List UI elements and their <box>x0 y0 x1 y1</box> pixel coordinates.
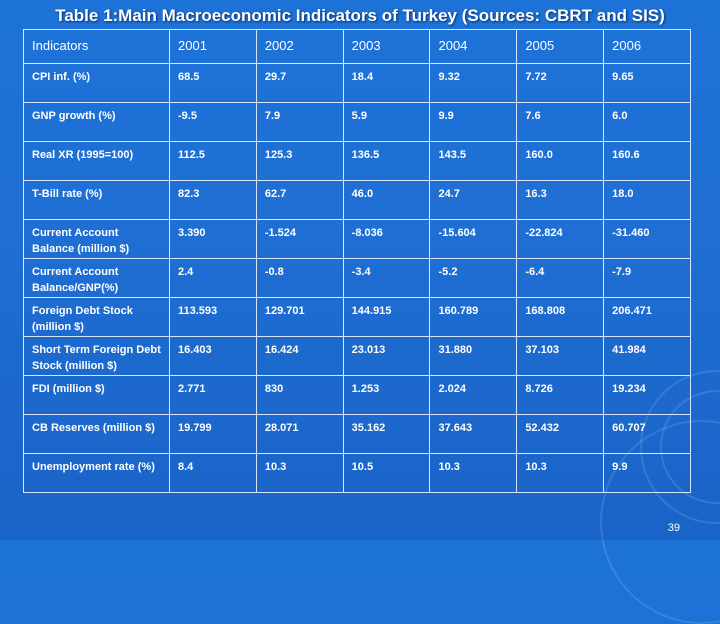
value-cell: -6.4 <box>517 259 604 298</box>
value-cell: 143.5 <box>430 142 517 181</box>
value-cell: 2.024 <box>430 376 517 415</box>
value-cell: 113.593 <box>170 298 257 337</box>
row-label-cell: Unemployment rate (%) <box>24 454 170 493</box>
value-cell: 10.3 <box>256 454 343 493</box>
value-cell: 9.65 <box>604 64 691 103</box>
slide-title: Table 1:Main Macroeconomic Indicators of Turkey (Sources: CBRT and SIS) <box>55 6 665 25</box>
value-cell: 168.808 <box>517 298 604 337</box>
value-cell: 16.3 <box>517 181 604 220</box>
value-cell: -9.5 <box>170 103 257 142</box>
value-cell: 28.071 <box>256 415 343 454</box>
row-label-cell: Foreign Debt Stock (million $) <box>24 298 170 337</box>
value-cell: 31.880 <box>430 337 517 376</box>
value-cell: -31.460 <box>604 220 691 259</box>
header-row <box>24 30 691 64</box>
value-cell: 60.707 <box>604 415 691 454</box>
value-cell: 160.789 <box>430 298 517 337</box>
value-cell: 18.0 <box>604 181 691 220</box>
value-cell: -7.9 <box>604 259 691 298</box>
value-cell: 68.5 <box>170 64 257 103</box>
table-row <box>24 454 691 493</box>
row-label-cell: CB Reserves (million $) <box>24 415 170 454</box>
value-cell: 9.9 <box>604 454 691 493</box>
value-cell: 160.0 <box>517 142 604 181</box>
indicators-table <box>23 29 691 493</box>
value-cell: 16.403 <box>170 337 257 376</box>
row-label-cell: T-Bill rate (%) <box>24 181 170 220</box>
value-cell: -8.036 <box>343 220 430 259</box>
value-cell: 19.234 <box>604 376 691 415</box>
value-cell: -0.8 <box>256 259 343 298</box>
value-cell: 7.6 <box>517 103 604 142</box>
header-cell: 2001 <box>170 30 257 64</box>
value-cell: 125.3 <box>256 142 343 181</box>
value-cell: 24.7 <box>430 181 517 220</box>
table-row <box>24 103 691 142</box>
row-label-cell: Current Account Balance/GNP(%) <box>24 259 170 298</box>
header-cell: 2005 <box>517 30 604 64</box>
value-cell: 6.0 <box>604 103 691 142</box>
value-cell: 23.013 <box>343 337 430 376</box>
value-cell: 206.471 <box>604 298 691 337</box>
value-cell: 2.4 <box>170 259 257 298</box>
header-cell: 2006 <box>604 30 691 64</box>
value-cell: -1.524 <box>256 220 343 259</box>
header-cell: 2004 <box>430 30 517 64</box>
value-cell: 82.3 <box>170 181 257 220</box>
table-row <box>24 298 691 337</box>
row-label-cell: Real XR (1995=100) <box>24 142 170 181</box>
value-cell: 19.799 <box>170 415 257 454</box>
value-cell: 41.984 <box>604 337 691 376</box>
value-cell: 1.253 <box>343 376 430 415</box>
value-cell: 46.0 <box>343 181 430 220</box>
value-cell: 112.5 <box>170 142 257 181</box>
value-cell: -3.4 <box>343 259 430 298</box>
value-cell: 52.432 <box>517 415 604 454</box>
header-cell: 2002 <box>256 30 343 64</box>
value-cell: 18.4 <box>343 64 430 103</box>
table-row <box>24 142 691 181</box>
value-cell: -15.604 <box>430 220 517 259</box>
table-row <box>24 415 691 454</box>
table-row <box>24 64 691 103</box>
value-cell: 9.9 <box>430 103 517 142</box>
row-label-cell: FDI (million $) <box>24 376 170 415</box>
header-cell: 2003 <box>343 30 430 64</box>
value-cell: 144.915 <box>343 298 430 337</box>
value-cell: 2.771 <box>170 376 257 415</box>
row-label-cell: CPI inf. (%) <box>24 64 170 103</box>
value-cell: 8.726 <box>517 376 604 415</box>
table-row <box>24 220 691 259</box>
value-cell: 16.424 <box>256 337 343 376</box>
page-number: 39 <box>667 522 680 534</box>
value-cell: 136.5 <box>343 142 430 181</box>
table-row <box>24 181 691 220</box>
value-cell: 8.4 <box>170 454 257 493</box>
value-cell: 10.3 <box>430 454 517 493</box>
table-row <box>24 376 691 415</box>
header-cell: Indicators <box>24 30 170 64</box>
row-label-cell: Current Account Balance (million $) <box>24 220 170 259</box>
value-cell: 37.103 <box>517 337 604 376</box>
value-cell: 5.9 <box>343 103 430 142</box>
value-cell: 10.3 <box>517 454 604 493</box>
value-cell: 29.7 <box>256 64 343 103</box>
value-cell: 830 <box>256 376 343 415</box>
value-cell: 129.701 <box>256 298 343 337</box>
value-cell: -5.2 <box>430 259 517 298</box>
table-row <box>24 337 691 376</box>
row-label-cell: GNP growth (%) <box>24 103 170 142</box>
value-cell: 160.6 <box>604 142 691 181</box>
value-cell: 62.7 <box>256 181 343 220</box>
value-cell: 7.72 <box>517 64 604 103</box>
value-cell: 35.162 <box>343 415 430 454</box>
value-cell: -22.824 <box>517 220 604 259</box>
value-cell: 10.5 <box>343 454 430 493</box>
row-label-cell: Short Term Foreign Debt Stock (million $) <box>24 337 170 376</box>
value-cell: 37.643 <box>430 415 517 454</box>
value-cell: 3.390 <box>170 220 257 259</box>
table-row <box>24 259 691 298</box>
value-cell: 9.32 <box>430 64 517 103</box>
value-cell: 7.9 <box>256 103 343 142</box>
